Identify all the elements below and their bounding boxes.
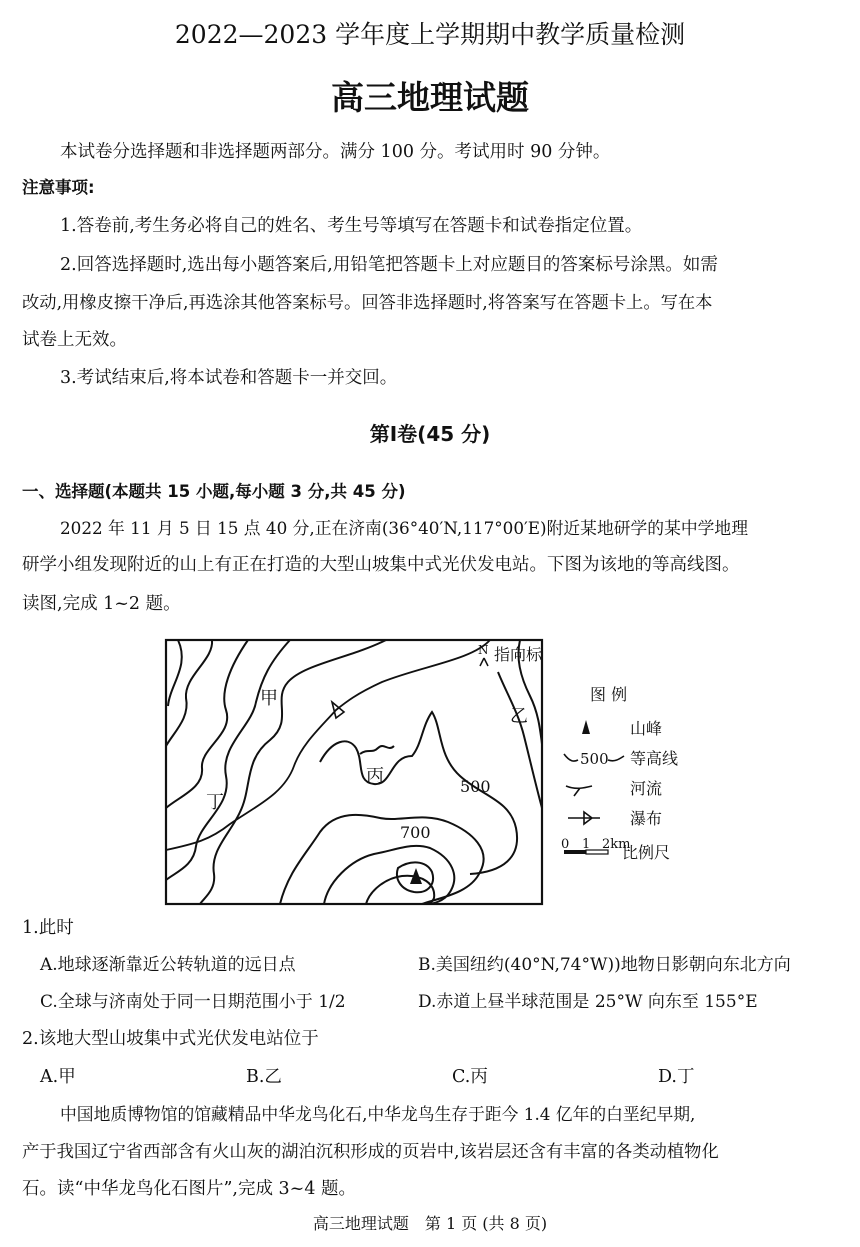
notice-heading: 注意事项: (22, 178, 95, 197)
question-1-option-b: B.美国纽约(40°N,74°W))地物日影朝向东北方向 (418, 955, 791, 975)
notice-line: 试卷上无效。 (22, 330, 127, 350)
page-footer: 高三地理试题 第 1 页 (共 8 页) (312, 1214, 548, 1233)
contour-map (160, 636, 700, 908)
section1-heading: 一、选择题(本题共 15 小题,每小题 3 分,共 45 分) (22, 482, 406, 501)
legend-title: 图 例 (590, 685, 628, 704)
scale-tick-1: 1 (582, 837, 591, 852)
passage-line: 产于我国辽宁省西部含有火山灰的湖泊沉积形成的页岩中,该岩层还含有丰富的各类动植物化 (22, 1142, 719, 1162)
subject-title: 高三地理试题 (331, 78, 529, 117)
intro-text: 本试卷分选择题和非选择题两部分。满分 100 分。考试用时 90 分钟。 (60, 142, 611, 162)
notice-line: 1.答卷前,考生务必将自己的姓名、考生号等填写在答题卡和试卷指定位置。 (60, 216, 643, 236)
contour-line (280, 815, 484, 904)
contour-line (166, 640, 212, 746)
contour-label-500: 500 (460, 777, 491, 796)
legend-label-waterfall: 瀑布 (630, 809, 663, 828)
peak-icon (582, 720, 590, 734)
legend-contour-value: 500 (580, 750, 609, 768)
contour-line (168, 640, 182, 706)
scale-tick-0: 0 (561, 837, 570, 852)
question-1-option-a: A.地球逐渐靠近公转轨道的远日点 (40, 955, 296, 975)
legend-label-river: 河流 (630, 779, 663, 798)
contour-line (366, 876, 434, 904)
question-2-option-a: A.甲 (40, 1067, 76, 1087)
question-1-stem: 1.此时 (22, 918, 74, 938)
question-2-option-c: C.丙 (452, 1067, 488, 1087)
stem-line: 2022 年 11 月 5 日 15 点 40 分,正在济南(36°40′N,117°00′E)附近某地研学的某中学地理 (60, 518, 748, 538)
scale-tick-2km: 2km (602, 837, 631, 852)
waterfall-icon (568, 812, 600, 824)
place-label-bing: 丙 (366, 766, 384, 787)
place-label-yi: 乙 (510, 706, 528, 727)
question-1-option-d: D.赤道上昼半球范围是 25°W 向东至 155°E (418, 992, 758, 1012)
stem-line: 读图,完成 1~2 题。 (22, 594, 181, 614)
north-label: N (478, 643, 489, 657)
contour-line (166, 640, 248, 808)
contour-line (498, 672, 542, 808)
passage-line: 石。读“中华龙鸟化石图片”,完成 3~4 题。 (22, 1179, 357, 1199)
scale-label: 比例尺 (622, 843, 671, 862)
contour-label-700: 700 (400, 823, 431, 842)
question-1-option-c: C.全球与济南处于同一日期范围小于 1/2 (40, 992, 346, 1012)
passage-line: 中国地质博物馆的馆藏精品中华龙鸟化石,中华龙鸟生存于距今 1.4 亿年的白垩纪早期, (60, 1104, 696, 1124)
question-2-stem: 2.该地大型山坡集中式光伏发电站位于 (22, 1029, 319, 1049)
notice-line: 改动,用橡皮擦干净后,再选涂其他答案标号。回答非选择题时,将答案写在答题卡上。写在本 (22, 293, 713, 313)
place-label-ding: 丁 (206, 792, 224, 813)
notice-line: 3.考试结束后,将本试卷和答题卡一并交回。 (60, 368, 398, 388)
north-arrow-label: 指向标 (494, 645, 543, 664)
contour-line (360, 746, 394, 754)
legend-label-peak: 山峰 (630, 719, 663, 738)
place-label-jia: 甲 (260, 688, 278, 709)
legend-label-contour: 等高线 (630, 749, 679, 768)
question-2-option-d: D.丁 (658, 1067, 695, 1087)
map-frame (166, 640, 542, 904)
question-2-option-b: B.乙 (246, 1067, 282, 1087)
notice-line: 2.回答选择题时,选出每小题答案后,用铅笔把答题卡上对应题目的答案标号涂黑。如需 (60, 255, 718, 275)
exam-title: 2022—2023 学年度上学期期中教学质量检测 (174, 20, 686, 49)
part1-title: 第Ⅰ卷(45 分) (369, 422, 491, 446)
stem-line: 研学小组发现附近的山上有正在打造的大型山坡集中式光伏发电站。下图为该地的等高线图。 (22, 555, 740, 575)
river-icon (566, 786, 592, 796)
north-arrow-icon (480, 658, 488, 666)
